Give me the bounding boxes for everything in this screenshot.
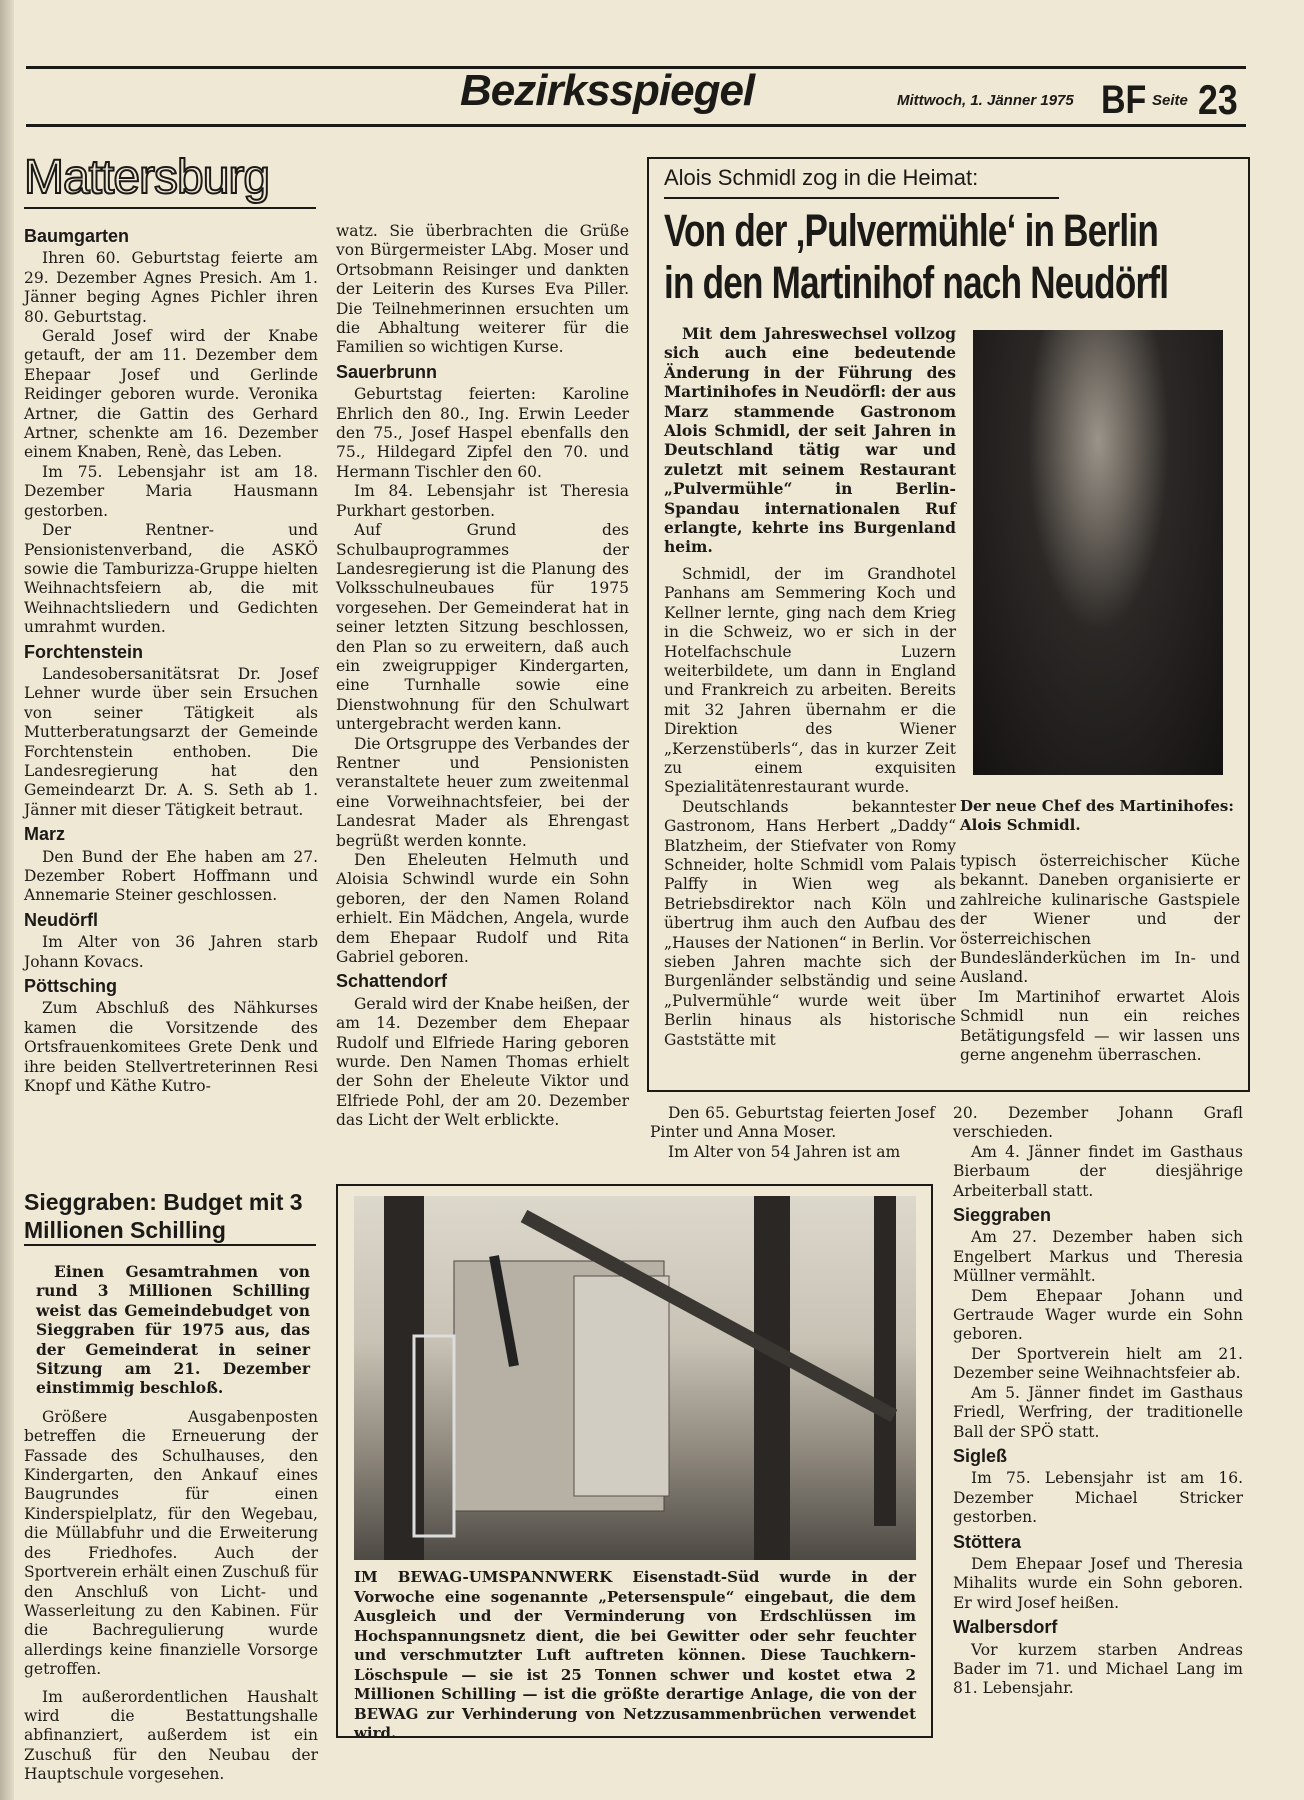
paragraph: Dem Ehepaar Josef und Theresia Mihalits wurde ein Sohn geboren. Er wird Josef heißen.: [953, 1554, 1243, 1612]
column-3: [650, 1104, 935, 1162]
page-label: Seite: [1152, 92, 1188, 109]
header-rule: [26, 124, 1246, 127]
page-edge: [0, 0, 14, 1800]
paragraph: Gerald wird der Knabe heißen, der am 14. Dezember dem Ehepaar Rudolf und Elfriede Haring geboren wurde. Den Namen Thomas erhielt der Sohn der Eheleute Viktor und Elfriede Pohl, der am 20. Dezember das Licht der Welt erblickte.: [336, 994, 629, 1130]
issue-date: Mittwoch, 1. Jänner 1975: [897, 92, 1074, 109]
column-1: [24, 222, 318, 1096]
headline-line: Von der ‚Pulvermühle‘ in Berlin: [664, 205, 1158, 256]
budget-headline: Sieggraben: Budget mit 3 Millionen Schilling: [24, 1189, 303, 1243]
paragraph: 20. Dezember Johann Grafl verschieden.: [953, 1104, 1243, 1142]
feature-headline: [664, 205, 1169, 309]
paper-logo: BF: [1100, 78, 1147, 122]
paragraph: Am 27. Dezember haben sich Engelbert Markus und Theresia Müllner vermählt.: [953, 1228, 1243, 1286]
subhead: Sigleß: [953, 1445, 1008, 1466]
paragraph: Den 65. Geburtstag feierten Josef Pinter und Anna Moser.: [650, 1104, 935, 1142]
paragraph: Im Alter von 36 Jahren starb Johann Kovacs.: [24, 933, 318, 971]
paragraph: Ihren 60. Geburtstag feierte am 29. Dezember Agnes Presich. Am 1. Jänner beging Agnes Pichler ihren 80. Geburtstag.: [24, 249, 318, 326]
portrait-caption: Der neue Chef des Martinihofes: Alois Schmidl.: [960, 797, 1234, 834]
paragraph: Deutschlands bekanntester Gastronom, Hans Herbert „Daddy“ Blatzheim, der Stiefvater von Romy Schneider, holte Schmidl vom Palais Palffy in Wien weg als Betriebsdirektor nach Köln und übertrug ihm auch den Aufbau des „Hauses der Nationen“ in Berlin. Vor sieben Jahren machte sich der Burgenländer selbständig und seine „Pulvermühle“ wurde weit über Berlin hinaus als historische Gaststätte mit: [664, 797, 956, 1049]
feature-text-right: [960, 852, 1240, 1065]
paragraph: Der Sportverein hielt am 21. Dezember seine Weihnachtsfeier ab.: [953, 1344, 1243, 1383]
subhead: Schattendorf: [336, 971, 448, 992]
feature-kicker: Alois Schmidl zog in die Heimat:: [664, 165, 979, 190]
headline-line: in den Martinihof nach Neudörfl: [664, 257, 1169, 308]
paragraph: Dem Ehepaar Johann und Gertraude Wager wurde ein Sohn geboren.: [953, 1286, 1243, 1344]
paragraph: Landesobersanitätsrat Dr. Josef Lehner wurde über sein Ersuchen von seiner Tätigkeit als Mutterberatungsarzt der Gemeinde Forchtenstein enthoben. Die Landesregierung hat den Gemeindearzt Dr. A. S. Seth ab 1. Jänner mit dieser Tätigkeit betraut.: [24, 664, 318, 819]
subhead: Forchtenstein: [24, 641, 144, 662]
feature-lead: Mit dem Jahreswechsel vollzog sich auch eine bedeutende Änderung in der Führung des Martinihofes in Neudörfl: der aus Marz stammende Gastronom Alois Schmidl, der seit Jahren in Deutschland tätig war und zuletzt mit seinem Restaurant „Pulvermühle“ in Berlin-Spandau internationalen Ruf erlangte, kehrte ins Burgenland heim.: [664, 324, 956, 557]
photo-caption: IM BEWAG-UMSPANNWERK Eisenstadt-Süd wurde in der Vorwoche eine sogenannte „Petersenspule“ eingebaut, die dem Ausgleich und der Verminderung von Erdschlüssen im Hochspannungsnetz dient, die bei Gewitter oder sehr feuchter und verschmutzter Luft auftreten können. Diese Tauchkern-Löschspule — sie ist 25 Tonnen schwer und kostet etwa 2 Millionen Schilling — ist die größte derartige Anlage, die von der BEWAG zur Verhinderung von Netzzusammenbrüchen verwendet wird.: [354, 1568, 916, 1742]
paragraph: Am 5. Jänner findet im Gasthaus Friedl, Werfring, der traditionelle Ball der SPÖ statt.: [953, 1383, 1243, 1441]
paragraph: Im Alter von 54 Jahren ist am: [668, 1142, 901, 1161]
paragraph: Der Rentner- und Pensionistenverband, die ASKÖ sowie die Tamburizza-Gruppe hielten Weihnachtsfeiern ab, die mit Weihnachtsliedern und Gedichten umrahmt wurden.: [24, 521, 318, 637]
column-2: [336, 222, 629, 1131]
region-title: Mattersburg: [24, 151, 270, 204]
paragraph: Den Bund der Ehe haben am 27. Dezember Robert Hoffmann und Annemarie Steiner geschlossen.: [24, 847, 318, 905]
paragraph: Geburtstag feierten: Karoline Ehrlich den 80., Ing. Erwin Leeder den 75., Josef Haspel ebenfalls den 75., Hildegard Zipfel den 70. und Hermann Tischler den 60.: [336, 385, 629, 481]
paragraph: Im außerordentlichen Haushalt wird die Bestattungshalle abfinanziert, außerdem ist ein Zuschuß für den Neubau der Hauptschule vorgesehen.: [24, 1687, 318, 1784]
kicker-rule: [664, 197, 1059, 199]
substation-photo: [354, 1196, 916, 1560]
substation-illustration: [354, 1196, 916, 1560]
subhead: Walbersdorf: [953, 1617, 1058, 1638]
subhead: Baumgarten: [24, 226, 130, 246]
region-rule: [24, 207, 316, 209]
subhead: Marz: [24, 824, 66, 845]
paragraph: Im 84. Lebensjahr ist Theresia Purkhart gestorben.: [336, 482, 629, 520]
paragraph: Auf Grund des Schulbauprogrammes der Landesregierung ist die Planung des Volksschulneubaues für 1975 vorgesehen. Der Gemeinderat hat in seiner letzten Sitzung beschlossen, den Plan so zu erweitern, daß auch ein zweigruppiger Kindergarten, eine Turnhalle sowie eine Dienstwohnung für den Schulwart untergebracht werden kann.: [336, 521, 629, 734]
paragraph: Im Martinihof erwartet Alois Schmidl nun ein reiches Betätigungsfeld — wir lassen uns gerne angenehm überraschen.: [960, 987, 1240, 1065]
paragraph: Die Ortsgruppe des Verbandes der Rentner und Pensionisten veranstaltete heuer zum zweitenmal eine Vorweihnachtsfeier, bei der Landesrat Mader als Ehrengast begrüßt werden konnte.: [336, 734, 629, 850]
subhead: Stöttera: [953, 1531, 1022, 1552]
section-title: Bezirksspiegel: [460, 66, 755, 115]
subhead: Pöttsching: [24, 976, 117, 997]
paragraph: Den Eheleuten Helmuth und Aloisia Schwindl wurde ein Sohn geboren, der den Namen Roland erhielt. Ein Mädchen, Angela, wurde dem Ehepaar Rudolf und Rita Gabriel geboren.: [336, 851, 629, 967]
paragraph: Am 4. Jänner findet im Gasthaus Bierbaum der diesjährige Arbeiterball statt.: [953, 1142, 1243, 1200]
column-4: [953, 1104, 1243, 1699]
subhead: Sieggraben: [953, 1205, 1052, 1226]
budget-lead: Einen Gesamtrahmen von rund 3 Millionen Schilling weist das Gemeindebudget von Sieggraben für 1975 aus, das der Gemeinderat in seiner Sitzung am 21. Dezember einstimmig beschloß.: [36, 1262, 310, 1398]
feature-text-left: [664, 324, 956, 1050]
budget-rule: [24, 1244, 316, 1246]
paragraph: Größere Ausgabenposten betreffen die Erneuerung der Fassade des Schulhauses, den Kindergarten, den Ankauf eines Baugrundes für einen Kinderspielplatz, für den Wegebau, die Müllabfuhr und die Erweiterung des Friedhofes. Auch der Sportverein erhält einen Zuschuß für den Anschluß von Licht- und Wasserleitung zu den Kabinen. Für die Bachregulierung wurde allerdings keine finanzielle Vorsorge getroffen.: [24, 1407, 318, 1679]
paragraph: typisch österreichischer Küche bekannt. Daneben organisierte er zahlreiche kulinarische Gastspiele der Wiener und der österreichischen Bundesländerküchen im In- und Ausland.: [960, 852, 1240, 987]
budget-article: [24, 1262, 318, 1785]
paragraph: watz. Sie überbrachten die Grüße von Bürgermeister LAbg. Moser und Ortsobmann Reisinger und dankten der Leiterin des Kurses Eva Piller. Die Teilnehmerinnen ersuchten um die Abhaltung weiterer für die Familien so wichtigen Kurse.: [336, 222, 629, 357]
subhead: Neudörfl: [24, 909, 98, 930]
subhead: Sauerbrunn: [336, 361, 438, 382]
paragraph: Im 75. Lebensjahr ist am 18. Dezember Maria Hausmann gestorben.: [24, 462, 318, 520]
paragraph: Gerald Josef wird der Knabe getauft, der am 11. Dezember dem Ehepaar Josef und Gerlinde Reidinger geboren wurde. Veronika Artner, die Gattin des Gerhard Artner, schenkte am 16. Dezember einem Knaben, Renè, das Leben.: [24, 327, 318, 462]
paragraph: Im 75. Lebensjahr ist am 16. Dezember Michael Stricker gestorben.: [953, 1469, 1243, 1527]
paragraph: Schmidl, der im Grandhotel Panhans am Semmering Koch und Kellner lernte, ging nach dem Krieg in die Schweiz, wo er sich in der Hotelfachschule Luzern weiterbildete, um dann in England und Frankreich zu arbeiten. Bereits mit 32 Jahren übernahm er die Direktion des Wiener „Kerzenstüberls“, das in kurzer Zeit zu einem exquisiten Spezialitätenrestaurant wurde.: [664, 564, 956, 797]
paragraph: Zum Abschluß des Nähkurses kamen die Vorsitzende des Ortsfrauenkomitees Grete Denk und ihre beiden Stellvertreterinnen Resi Knopf und Käthe Kutro-: [24, 999, 318, 1096]
paragraph: Vor kurzem starben Andreas Bader im 71. und Michael Lang im 81. Lebensjahr.: [953, 1640, 1243, 1698]
page-number: 23: [1198, 76, 1238, 123]
portrait-photo: [973, 330, 1223, 775]
